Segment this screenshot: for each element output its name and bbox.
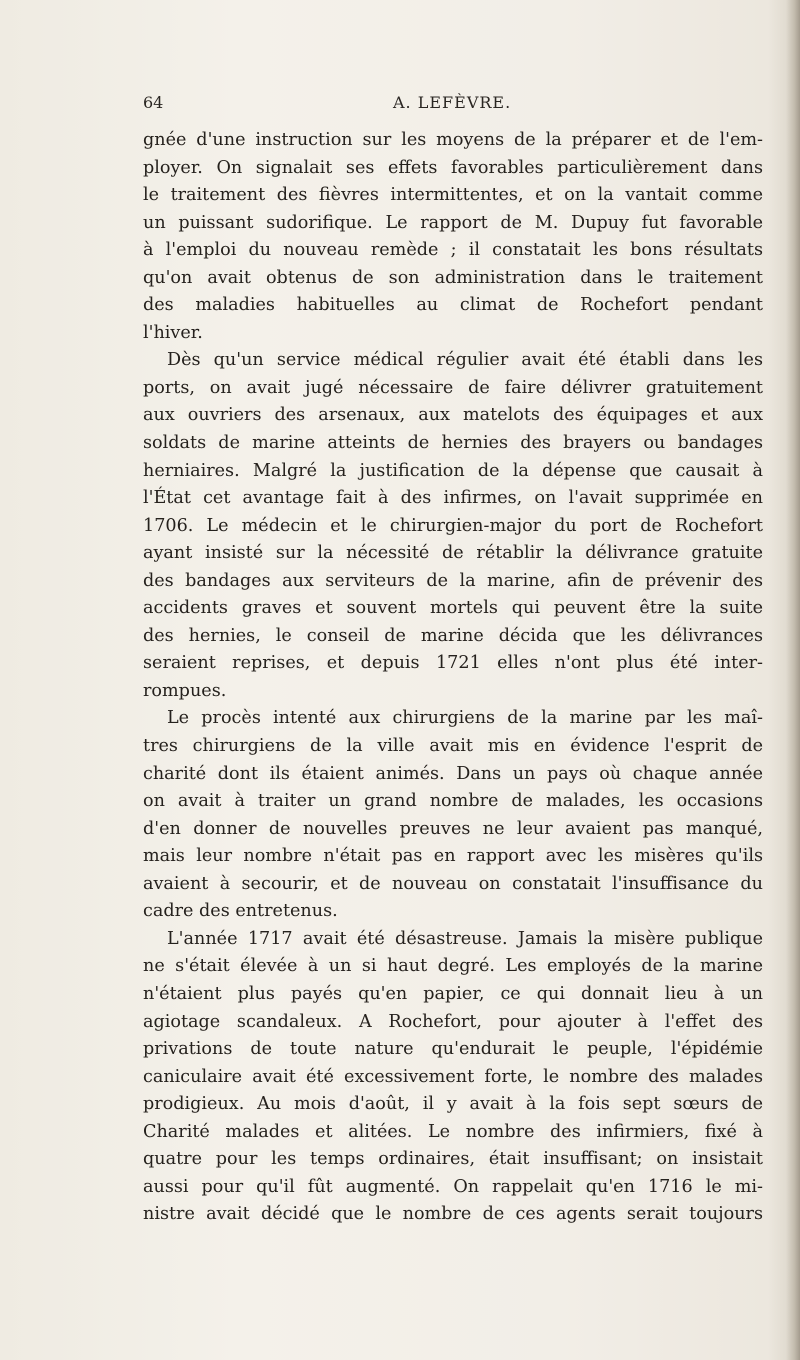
running-head: A. LEFÈVRE. (393, 93, 512, 112)
body-text (143, 127, 763, 1229)
text-line: cadre des entretenus. (143, 901, 338, 922)
text-line: ployer. On signalait ses effets favorables particulièrement dans (143, 157, 763, 178)
text-line: on avait à traiter un grand nombre de malades, les occasions (143, 791, 763, 812)
text-line: le traitement des fièvres intermittentes, et on la vantait comme (143, 185, 763, 206)
text-line: soldats de marine atteints de hernies des brayers ou bandages (143, 433, 763, 454)
text-line: l'État cet avantage fait à des infirmes, on l'avait supprimée en (143, 488, 763, 509)
text-line: caniculaire avait été excessivement forte, le nombre des malades (143, 1066, 763, 1087)
text-line: agiotage scandaleux. A Rochefort, pour ajouter à l'effet des (143, 1011, 763, 1032)
text-line: nistre avait décidé que le nombre de ces agents serait toujours (143, 1204, 763, 1225)
text-line: prodigieux. Au mois d'août, il y avait à la fois sept sœurs de (143, 1094, 763, 1115)
text-line: accidents graves et souvent mortels qui peuvent être la suite (143, 598, 763, 619)
text-line: Dès qu'un service médical régulier avait été établi dans les (167, 350, 763, 371)
text-line: un puissant sudorifique. Le rapport de M. Dupuy fut favorable (143, 212, 763, 233)
text-line: aussi pour qu'il fût augmenté. On rappelait qu'en 1716 le mi- (143, 1176, 763, 1197)
text-line: n'étaient plus payés qu'en papier, ce qui donnait lieu à un (143, 983, 763, 1004)
text-line: 1706. Le médecin et le chirurgien-major du port de Rochefort (143, 515, 763, 536)
text-line: herniaires. Malgré la justification de la dépense que causait à (143, 460, 763, 481)
text-line: des hernies, le conseil de marine décida que les délivrances (143, 625, 763, 646)
text-line: gnée d'une instruction sur les moyens de la préparer et de l'em- (143, 130, 763, 150)
text-line: L'année 1717 avait été désastreuse. Jamais la misère publique (167, 928, 763, 949)
text-line: des bandages aux serviteurs de la marine, afin de prévenir des (143, 570, 763, 591)
text-line: ayant insisté sur la nécessité de rétablir la délivrance gratuite (143, 543, 763, 564)
text-line: ne s'était élevée à un si haut degré. Les employés de la marine (143, 956, 763, 977)
text-line: à l'emploi du nouveau remède ; il constatait les bons résultats (143, 240, 763, 261)
text-line: d'en donner de nouvelles preuves ne leur avaient pas manqué, (143, 818, 763, 839)
text-line: quatre pour les temps ordinaires, était insuffisant; on insistait (143, 1149, 763, 1170)
text-line: Charité malades et alitées. Le nombre des infirmiers, fixé à (143, 1121, 763, 1142)
text-line: rompues. (143, 680, 227, 701)
text-line: charité dont ils étaient animés. Dans un pays où chaque année (143, 763, 763, 784)
text-line: tres chirurgiens de la ville avait mis en évidence l'esprit de (143, 736, 763, 757)
text-line: ports, on avait jugé nécessaire de faire délivrer gratuitement (143, 377, 763, 398)
text-line: seraient reprises, et depuis 1721 elles n'ont plus été inter- (143, 653, 763, 674)
text-line: l'hiver. (143, 322, 203, 343)
page-header (143, 93, 763, 117)
page-number: 64 (143, 93, 164, 112)
page-edge-shadow (786, 0, 800, 1360)
text-line: mais leur nombre n'était pas en rapport avec les misères qu'ils (143, 846, 763, 867)
text-line: avaient à secourir, et de nouveau on constatait l'insuffisance du (143, 873, 763, 894)
text-line: qu'on avait obtenus de son administration dans le traitement (143, 267, 763, 288)
text-line: aux ouvriers des arsenaux, aux matelots des équipages et aux (143, 405, 763, 426)
text-line: des maladies habituelles au climat de Rochefort pendant (143, 295, 763, 316)
text-line: privations de toute nature qu'endurait le peuple, l'épidémie (143, 1039, 763, 1060)
text-line: Le procès intenté aux chirurgiens de la marine par les maî- (167, 708, 763, 729)
